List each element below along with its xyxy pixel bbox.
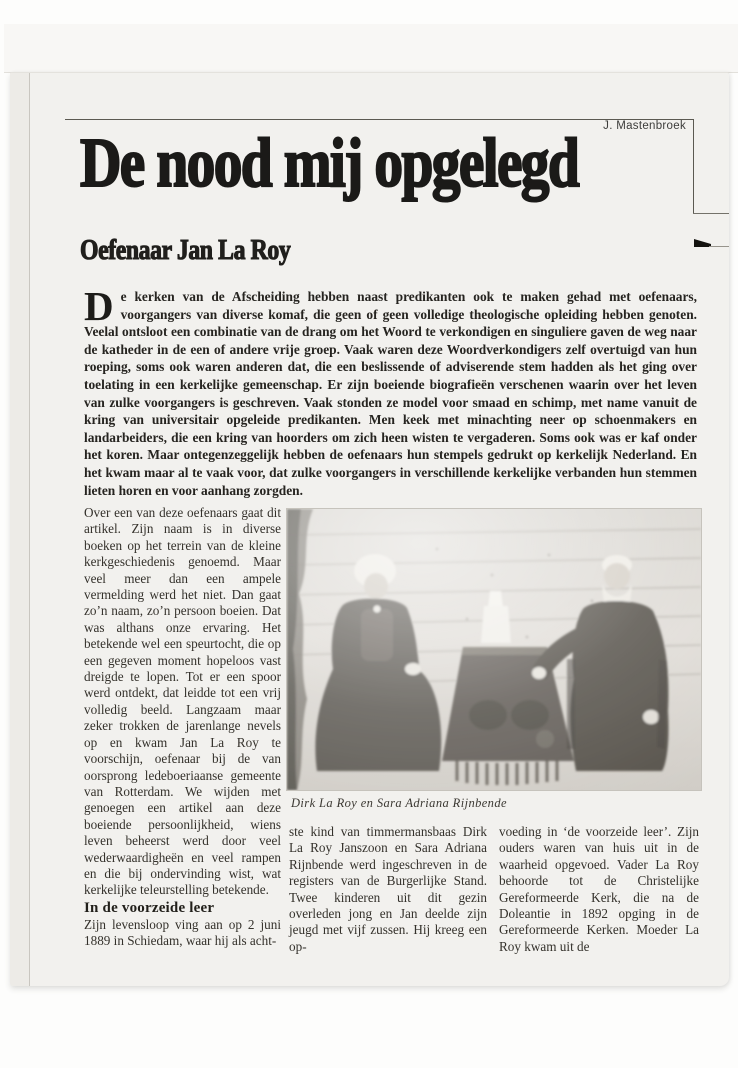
photo-illustration	[287, 509, 701, 790]
column-middle	[289, 824, 487, 955]
header-rule-vertical	[693, 119, 694, 214]
column-right	[499, 824, 699, 955]
drop-cap: D	[84, 283, 114, 329]
photo-caption: Dirk La Roy en Sara Adriana Rijnbende	[291, 796, 507, 810]
left-paragraph: Over een van deze oefenaars gaat dit artikel. Zijn naam is in diverse boeken op het terrein van de kleine kerkgeschiedenis genoemd. Maar veel meer dan een ampele vermelding werd het niet. Dan gaat zo’n naam, zo’n persoon boeien. Dat was althans onze ervaring. Het betekende wel een speurtocht, die op een gegeven moment hopeloos vast dreigde te lopen. Tot er een spoor werd ontdekt, dat leidde tot een vrij volledig beeld. Langzaam maar zeker trokken de jarenlange nevels op en kwam Jan La Roy te voorschijn, oefenaar bij de van oorsprong ledeboeriaanse gemeente van Rotterdam. We wijden met genoegen een artikel aan deze boeiende persoonlijkheid, wiens leven beheerst werd door veel wederwaardigheën en veel rampen en die bij ondervinding wist, wat kerkelijke teleurstelling betekende.	[84, 505, 281, 898]
article-subtitle: Oefenaar Jan La Roy	[80, 235, 291, 266]
intro-paragraph	[84, 283, 697, 499]
article-title: De nood mij opgelegd	[80, 125, 579, 202]
page-stack-edge	[4, 24, 738, 73]
middle-paragraph: ste kind van timmermansbaas Dirk La Roy Janszoon en Sara Adriana Rijnbende werd ingeschreven in de registers van de Burgerlijke Stand. Twee kinderen uit dit gezin overleden jong en Jan deelde zijn jeugd met vijf zussen. Hij kreeg een op-	[289, 824, 487, 954]
page-tab-line	[709, 246, 729, 247]
page-binding-edge	[10, 73, 30, 986]
author-byline: J. Mastenbroek	[603, 120, 686, 132]
header-rule-corner	[693, 213, 729, 214]
left-paragraph-2: Zijn levensloop ving aan op 2 juni 1889 in Schiedam, waar hij als acht-	[84, 916, 281, 949]
section-heading: In de voorzeide leer	[84, 899, 215, 916]
intro-text: e kerken van de Afscheiding hebben naast predikanten ook te maken gehad met oefenaars, voorgangers van diverse komaf, die geen of geen volledige theologische opleiding hebben genoten. Veelal ontsloot een combinatie van de drang om het Woord te verkondigen en singuliere gaven de weg naar de katheder in de een of andere vrije groep. Vaak waren deze Woordverkondigers zelf overtuigd van hun roeping, soms ook waren anderen dat, die een beslissende of adviserende stem hadden als het ging over toelating in een kerkelijke gemeenschap. Er zijn boeiende biografieën verschenen waarin over het leven van zulke voorgangers is geschreven. Vaak stonden ze model voor smaad en schimp, met name vanuit de kring van universitair opgeleide predikanten. Men keek met minachting neer op schoenmakers en landarbeiders, die een kring van hoorders om zich heen wisten te vergaderen. Soms ook was er kaf onder het koren. Maar ontegenzeggelijk hebben de oefenaars hun stempels gedrukt op kerkelijk Nederland. En het kwam maar al te vaak voor, dat zulke voorgangers in verschillende kerkelijke verbanden hun stemmen lieten horen en voor aanhang zorgden.	[84, 289, 697, 498]
column-left	[84, 505, 281, 950]
right-paragraph: voeding in ‘de voorzeide leer’. Zijn ouders waren van huis uit in de waarheid opgevoed. Vader La Roy behoorde tot de Christelijke Gereformeerde Kerk, die na de Doleantie in 1892 opging in de Gereformeerde Kerken. Moeder La Roy kwam uit de	[499, 824, 699, 954]
historic-photo	[287, 509, 701, 790]
magazine-page	[10, 72, 729, 986]
